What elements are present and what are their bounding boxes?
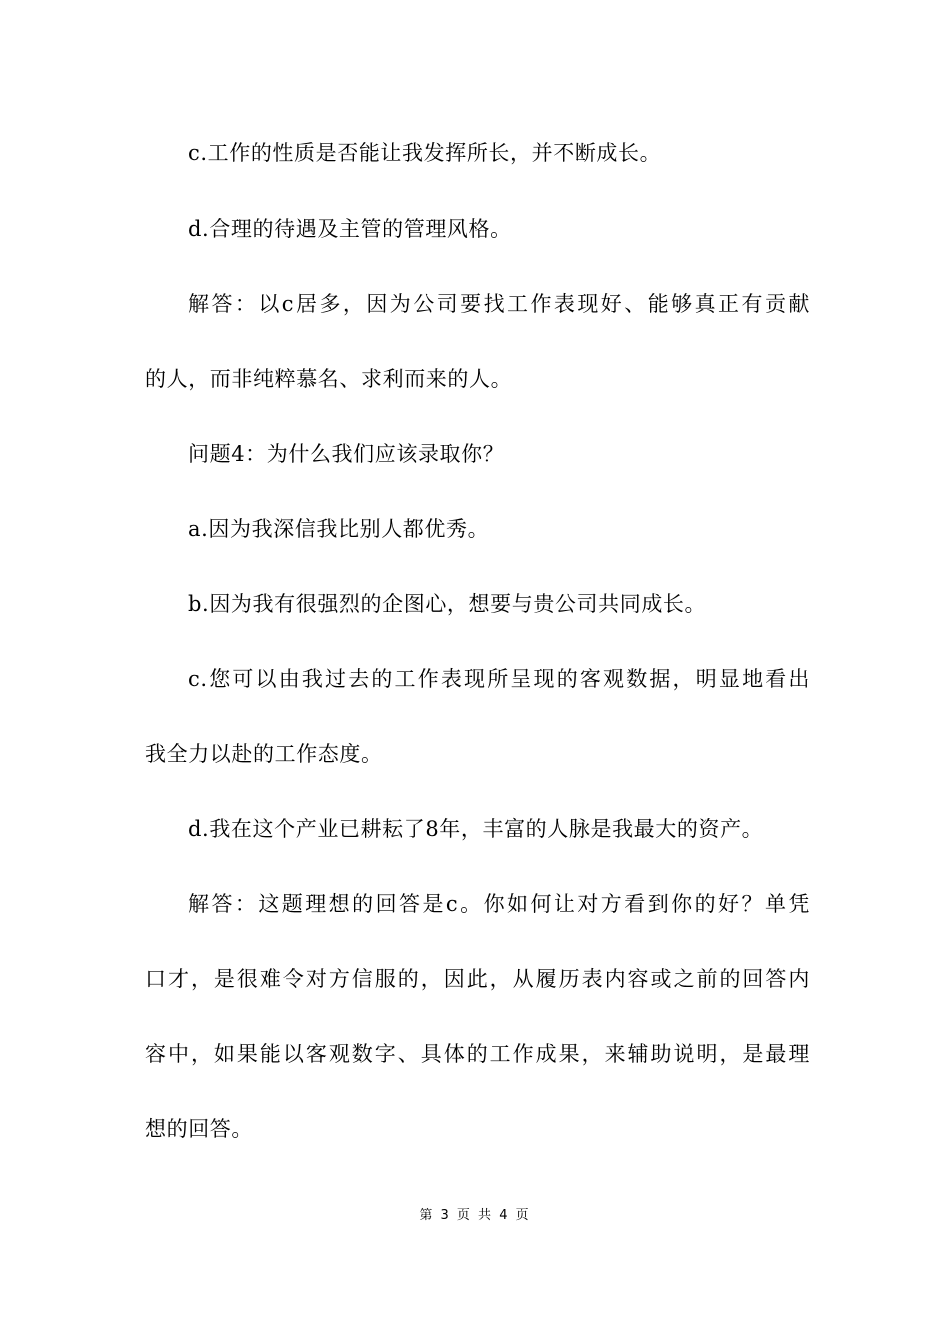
- question-heading: 问题4：为什么我们应该录取你？: [188, 442, 505, 466]
- option-c-text: c.工作的性质是否能让我发挥所长，并不断成长。: [188, 141, 662, 165]
- answer-paragraph-line: 的人，而非纯粹慕名、求利而来的人。: [145, 367, 513, 391]
- option-b-text: b.因为我有很强烈的企图心，想要与贵公司共同成长。: [188, 592, 707, 616]
- option-d-text: d.我在这个产业已耕耘了8年，丰富的人脉是我最大的资产。: [188, 817, 764, 841]
- option-d-text: d.合理的待遇及主管的管理风格。: [188, 217, 512, 241]
- answer-paragraph-line: 想的回答。: [145, 1117, 253, 1141]
- answer-paragraph-line: 解答：这题理想的回答是c。你如何让对方看到你的好？单凭: [188, 892, 810, 916]
- option-c-text: 我全力以赴的工作态度。: [145, 742, 383, 766]
- answer-paragraph-line: 口才，是很难令对方信服的，因此，从履历表内容或之前的回答内: [145, 967, 810, 991]
- page-number-footer: 第 3 页 共 4 页: [419, 1208, 531, 1223]
- option-c-text: c.您可以由我过去的工作表现所呈现的客观数据，明显地看出: [188, 667, 810, 691]
- option-a-text: a.因为我深信我比别人都优秀。: [188, 517, 490, 541]
- answer-paragraph-line: 解答：以c居多，因为公司要找工作表现好、能够真正有贡献: [188, 292, 810, 316]
- answer-paragraph-line: 容中，如果能以客观数字、具体的工作成果，来辅助说明，是最理: [145, 1042, 810, 1066]
